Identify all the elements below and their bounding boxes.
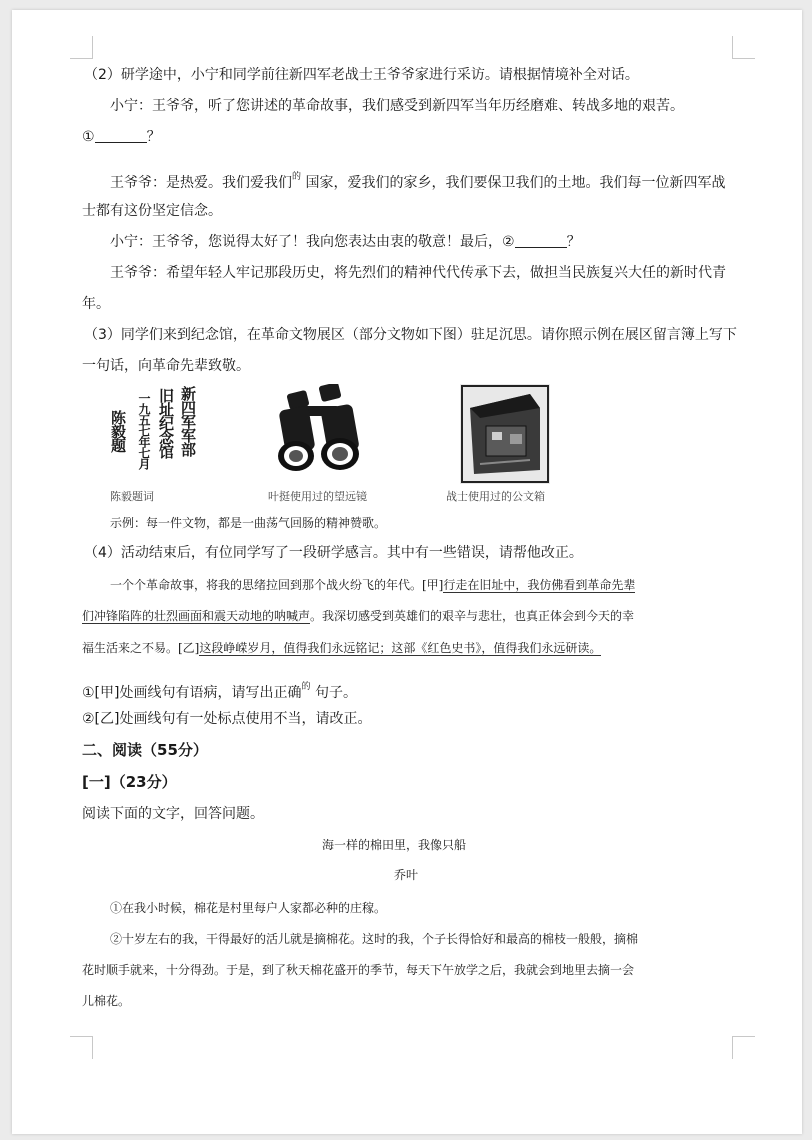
margin-corner-bottom-right [732, 1036, 755, 1059]
margin-corner-bottom-left [70, 1036, 93, 1059]
calligraphy-col-2: 旧址纪念馆 [157, 388, 175, 458]
part-heading: [一]（23分） [82, 773, 177, 791]
document-case-icon [460, 384, 550, 484]
article-author: 乔叶 [394, 868, 419, 882]
q2-dialog-line3 [110, 233, 581, 251]
binoculars-icon [268, 384, 368, 476]
underlined-jia: 行走在旧址中，我仿佛看到革命先辈 [443, 578, 636, 592]
passage-text-cont: 。我深切感受到英雄们的艰辛与悲壮，也真正体会到今天的幸 [310, 609, 635, 623]
caption-calligraphy: 陈毅题词 [110, 490, 154, 503]
q3-prompt: （3）同学们来到纪念馆，在革命文物展区（部分文物如下图）驻足沉思。请你照示例在展区留言簿上写下 [84, 327, 737, 343]
q3-example: 示例：每一件文物，都是一曲荡气回肠的精神赞歌。 [110, 516, 387, 530]
q2-dialog-line2-cont: 士都有这份坚定信念。 [82, 203, 222, 219]
reading-instruction: 阅读下面的文字，回答问题。 [82, 806, 264, 822]
q4-passage-line3 [82, 639, 601, 657]
article-para2-line3: 儿棉花。 [82, 994, 131, 1008]
q2-dialog-line2 [110, 168, 725, 192]
margin-corner-top-right [732, 36, 755, 59]
blank1-suffix: ？ [146, 129, 161, 145]
caption-binoculars: 叶挺使用过的望远镜 [268, 490, 367, 503]
sub1-text: ①[甲]处画线句有语病，请写出正确 [82, 685, 302, 701]
q4-prompt: （4）活动结束后，有位同学写了一段研学感言。其中有一些错误，请帮他改正。 [84, 545, 583, 561]
blank1-label: ① [82, 129, 95, 145]
q2-dialog-line4-cont: 年。 [82, 296, 110, 312]
article-para1: ①在我小时候，棉花是村里每户人家都必种的庄稼。 [110, 901, 387, 915]
answer-blank-1 [95, 128, 147, 143]
calligraphy-col-4: 陈毅题 [109, 410, 127, 452]
margin-corner-top-left [70, 36, 93, 59]
q4-sub2: ②[乙]处画线句有一处标点使用不当，请改正。 [82, 711, 372, 727]
passage-text: 一个个革命故事，将我的思绪拉回到那个战火纷飞的年代。[甲] [110, 578, 444, 592]
answer-blank-2 [515, 233, 567, 248]
underlined-jia-cont: 们冲锋陷阵的壮烈画面和震天动地的呐喊声 [82, 609, 311, 623]
line3-suffix: ？ [566, 234, 581, 250]
document-case-image [460, 384, 550, 484]
q3-prompt-cont: 一句话，向革命先辈致敬。 [82, 358, 250, 374]
chen-yi-calligraphy-image [96, 386, 200, 482]
underlined-yi: 这段峥嵘岁月，值得我们永远铭记；这部《红色史书》，值得我们永远研读。 [199, 641, 602, 655]
calligraphy-col-3: 一九五七年七月 [137, 392, 151, 469]
sub1-sup: 的 [301, 682, 311, 692]
q4-passage-line1 [110, 576, 635, 594]
section-heading: 二、阅读（55分） [82, 741, 208, 759]
sub1-text-cont: 句子。 [310, 685, 357, 701]
binoculars-image [268, 384, 368, 476]
article-para2-line1: ②十岁左右的我，干得最好的活儿就是摘棉花。这时的我，个子长得恰好和最高的棉枝一般般，摘棉 [110, 932, 639, 946]
q2-blank1 [82, 128, 161, 146]
q2-dialog-line4: 王爷爷：希望年轻人牢记那段历史，将先烈们的精神代代传承下去，做担当民族复兴大任的新时代青 [110, 265, 726, 281]
article-title: 海一样的棉田里，我像只船 [322, 838, 467, 852]
q4-passage-line2 [82, 607, 634, 625]
line2-text-cont: 国家，爱我们的家乡，我们要保卫我们的土地。我们每一位新四军战 [301, 175, 726, 191]
line3-text: 小宁：王爷爷，您说得太好了！我向您表达由衷的敬意！最后，② [110, 234, 515, 250]
line2-text: 王爷爷：是热爱。我们爱我们 [110, 175, 292, 191]
q2-prompt: （2）研学途中，小宁和同学前往新四军老战士王爷爷家进行采访。请根据情境补全对话。 [84, 67, 639, 83]
q2-dialog-line1: 小宁：王爷爷，听了您讲述的革命故事，我们感受到新四军当年历经磨难、转战多地的艰苦。 [110, 98, 684, 114]
caption-document-case: 战士使用过的公文箱 [446, 490, 545, 503]
q4-sub1 [82, 678, 357, 702]
article-para2-line2: 花时顺手就来，十分得劲。于是，到了秋天棉花盛开的季节，每天下午放学之后，我就会到地里去摘一会 [82, 963, 635, 977]
line2-sup: 的 [292, 172, 302, 182]
calligraphy-col-1: 新四军军部 [179, 386, 197, 456]
passage-text-end: 福生活来之不易。[乙] [82, 641, 200, 655]
